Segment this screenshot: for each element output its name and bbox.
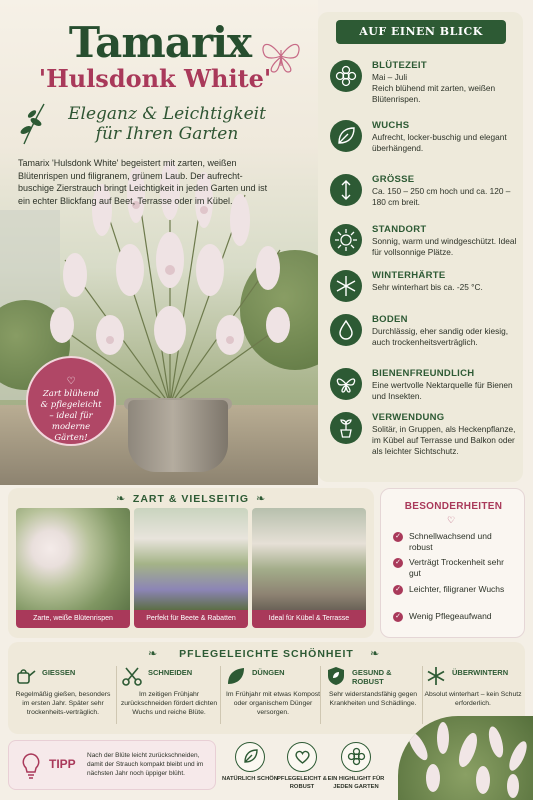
info-heading: BODEN bbox=[372, 314, 408, 325]
page-subtitle: 'Hulsdonk White' bbox=[38, 64, 272, 93]
divider bbox=[116, 666, 117, 724]
gallery-photo bbox=[16, 508, 130, 628]
scissors-icon bbox=[120, 664, 144, 688]
photo-caption: Perfekt für Beete & Rabatten bbox=[134, 610, 248, 628]
info-text: Aufrecht, locker-buschig und elegant überhängend. bbox=[372, 132, 507, 153]
shield-leaf-icon bbox=[324, 664, 348, 688]
leaf-icon bbox=[330, 120, 362, 152]
info-text: Sehr winterhart bis ca. -25 °C. bbox=[372, 282, 483, 292]
butterfly-icon bbox=[258, 36, 304, 76]
tip-label: TIPP bbox=[49, 757, 76, 771]
sprig-icon bbox=[16, 100, 50, 146]
sun-icon bbox=[330, 224, 362, 256]
fertilizer-leaf-icon bbox=[224, 664, 248, 688]
besonderheiten-title: BESONDERHEITEN bbox=[404, 501, 503, 512]
butterfly-icon bbox=[330, 368, 362, 400]
besonderheit-label: Leichter, filigraner Wuchs bbox=[409, 584, 505, 594]
gallery-title: ZART & VIELSEITIG bbox=[132, 493, 250, 505]
info-text: Ca. 150 – 250 cm hoch und ca. 120 – 180 cm breit. bbox=[372, 186, 511, 207]
sprig-icon: ❧ bbox=[256, 493, 266, 505]
snowflake-icon bbox=[424, 664, 448, 688]
heart-icon: ♡ bbox=[66, 376, 76, 387]
check-icon: ✓ bbox=[393, 585, 403, 595]
care-heading: SCHNEIDEN bbox=[148, 668, 193, 677]
info-heading: BLÜTEZEIT bbox=[372, 60, 427, 71]
care-heading: GIESSEN bbox=[42, 668, 76, 677]
photo-garden-bed bbox=[134, 508, 248, 610]
gallery-photo bbox=[252, 508, 366, 628]
gallery-photo bbox=[134, 508, 248, 628]
feature-label: NATÜRLICH SCHÖN bbox=[222, 776, 278, 782]
lightbulb-icon bbox=[19, 751, 43, 781]
intro-text: Tamarix 'Hulsdonk White' begeistert mit zarten, weißen Blütenrispen und filigranem, grünem Laub. Der aufrecht-buschige Zierstrauch bringt Leichtigkeit in jeden Garten und ist ein echter Blickfang auf Beet, Terrasse oder im Kübel. bbox=[18, 158, 268, 206]
care-text: Im Frühjahr mit etwas Kompost oder organischem Dünger versorgen. bbox=[225, 691, 321, 716]
info-text: Durchlässig, eher sandig oder kiesig, auch trockenheitsverträglich. bbox=[372, 326, 509, 347]
info-heading: GRÖSSE bbox=[372, 174, 415, 185]
sprig-icon: ❧ bbox=[370, 648, 380, 660]
besonderheit-label: Wenig Pflegeaufwand bbox=[409, 611, 492, 621]
care-text: Sehr widerstandsfähig gegen Krankheiten und Schädlinge. bbox=[328, 691, 418, 707]
divider bbox=[320, 666, 321, 724]
info-heading: STANDORT bbox=[372, 224, 427, 235]
care-text: Absolut winterhart – kein Schutz erforderlich. bbox=[424, 691, 522, 707]
sprig-icon: ❧ bbox=[116, 493, 126, 505]
info-heading: VERWENDUNG bbox=[372, 412, 445, 423]
tagline bbox=[52, 104, 282, 144]
snowflake-icon bbox=[330, 270, 362, 302]
plant-pot bbox=[128, 400, 228, 472]
care-heading: DÜNGEN bbox=[252, 668, 285, 677]
height-arrow-icon bbox=[330, 174, 362, 206]
tip-box bbox=[8, 740, 216, 790]
feature-label: EIN HIGHLIGHT FÜR JEDEN GARTEN bbox=[327, 776, 385, 790]
photo-terrace-pot bbox=[252, 508, 366, 610]
info-heading: WUCHS bbox=[372, 120, 410, 131]
besonderheit-label: Verträgt Trockenheit sehr gut bbox=[409, 557, 504, 578]
watering-can-icon bbox=[14, 664, 38, 688]
info-panel bbox=[318, 12, 523, 482]
heart-icon: ♡ bbox=[447, 515, 456, 525]
pot-plant-icon bbox=[330, 412, 362, 444]
besonderheiten-box bbox=[380, 488, 525, 638]
flower-icon bbox=[330, 60, 362, 92]
info-text: Mai – Juli Reich blühend mit zarten, weißen Blütenrispen. bbox=[372, 72, 496, 104]
info-text: Sonnig, warm und windgeschützt. Ideal für vollsonnige Plätze. bbox=[372, 236, 517, 257]
sprig-icon: ❧ bbox=[148, 648, 158, 660]
highlight-badge bbox=[26, 356, 116, 446]
flower-circle-icon bbox=[341, 742, 371, 772]
info-heading: BIENENFREUNDLICH bbox=[372, 368, 475, 379]
care-title: PFLEGELEICHTE SCHÖNHEIT bbox=[179, 648, 354, 660]
tagline-line1: Eleganz & Leichtigkeit bbox=[68, 104, 266, 124]
photo-caption: Zarte, weiße Blütenrispen bbox=[16, 610, 130, 628]
gallery-section bbox=[8, 488, 374, 638]
badge-text: Zart blühend & pflegeleicht – ideal für moderne Gärten! bbox=[40, 389, 102, 443]
panel-title: AUF EINEN BLICK bbox=[336, 20, 506, 44]
tagline-line2: für Ihren Garten bbox=[95, 124, 239, 144]
care-text: Regelmäßig gießen, besonders im ersten Jahr. Später sehr trockenheits-verträglich. bbox=[15, 691, 111, 716]
care-heading: GESUND & ROBUST bbox=[352, 668, 392, 686]
info-text: Solitär, in Gruppen, als Heckenpflanze, im Kübel auf Terrasse und Balkon oder als leichter Sichtschutz. bbox=[372, 424, 516, 456]
besonderheit-label: Schnellwachsend und robust bbox=[409, 531, 492, 552]
check-icon: ✓ bbox=[393, 532, 403, 542]
photo-caption: Ideal für Kübel & Terrasse bbox=[252, 610, 366, 628]
water-drop-icon bbox=[330, 314, 362, 346]
leaf-circle-icon bbox=[235, 742, 265, 772]
photo-blossom-closeup bbox=[16, 508, 130, 610]
info-heading: WINTERHÄRTE bbox=[372, 270, 446, 281]
feature-label: PFLEGELEICHT & ROBUST bbox=[277, 776, 327, 790]
care-text: Im zeitigen Frühjahr zurückschneiden fördert dichten Wuchs und reiche Blüte. bbox=[120, 691, 218, 716]
page-title: Tamarix bbox=[68, 18, 252, 67]
info-text: Eine wertvolle Nektarquelle für Bienen und Insekten. bbox=[372, 380, 513, 401]
check-icon: ✓ bbox=[393, 612, 403, 622]
care-heading: ÜBERWINTERN bbox=[452, 668, 509, 677]
check-icon: ✓ bbox=[393, 558, 403, 568]
divider bbox=[220, 666, 221, 724]
heart-circle-icon bbox=[287, 742, 317, 772]
tip-text: Nach der Blüte leicht zurückschneiden, damit der Strauch kompakt bleibt und im nächsten Jahr noch üppiger blüht. bbox=[87, 752, 204, 777]
